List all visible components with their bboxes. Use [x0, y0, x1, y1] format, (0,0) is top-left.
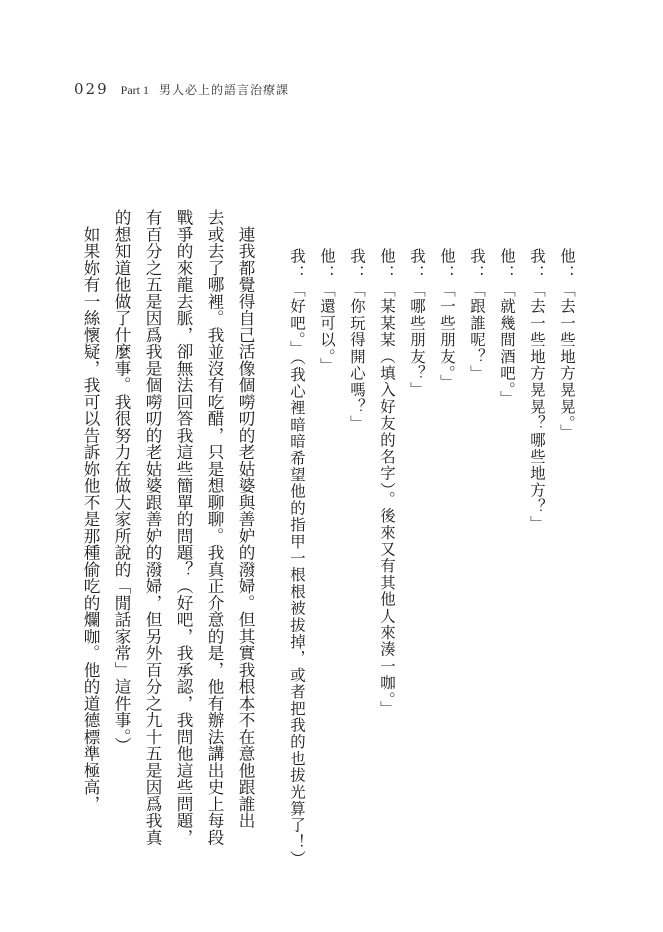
paragraph-line-5: 的想知道他做了什麼事。我很努力在做大家所說的「閒話家常」這件事。）: [112, 209, 131, 754]
dialogue-line-1: 他：「去一些地方晃晃。」: [558, 248, 576, 441]
part-label: Part 1: [120, 83, 149, 97]
dialogue-line-7: 他：「某某某（填入好友的名字）。後來又有其他人來湊一咖。」: [378, 248, 396, 717]
paragraph-line-2: 去或去了哪裡。我並沒有吃醋，只是想聊聊。我真正介意的是，他有辦法講出史上每段: [205, 209, 224, 846]
dialogue-line-10: 我：「好吧。」（我心裡暗暗希望他的指甲一根根被拔掉，或者把我的也拔光算了！）: [288, 248, 306, 868]
paragraph-line-1: 連我都覺得自己活像個嘮叨的老姑婆與善妒的潑婦。但其實我根本不在意他跟誰出: [236, 209, 255, 829]
page-number: 029: [74, 80, 109, 98]
paragraph-line-3: 戰爭的來龍去脈，卻無法回答我這些簡單的問題？（好吧，我承認，我問他這些問題，: [174, 209, 193, 846]
running-header: [74, 80, 289, 102]
dialogue-line-5: 他：「一些朋友。」: [438, 248, 456, 391]
book-title: 男人必上的語言治療課: [158, 83, 289, 97]
dialogue-line-6: 我：「哪些朋友？」: [408, 248, 426, 399]
dialogue-line-3: 他：「就幾間酒吧。」: [498, 248, 516, 408]
dialogue-line-9: 他：「還可以。」: [318, 248, 336, 374]
dialogue-line-8: 我：「你玩得開心嗎？」: [348, 248, 366, 432]
dialogue-line-4: 我：「跟誰呢？」: [468, 248, 486, 382]
paragraph-line-6: 如果妳有一絲懷疑，我可以告訴妳他不是那種偷吃的爛咖。他的道德標準極高，: [81, 209, 100, 812]
dialogue-line-2: 我：「去一些地方晃晃？哪些地方？」: [528, 248, 546, 532]
paragraph-line-4: 有百分之五是因爲我是個嘮叨的老姑婆跟善妒的潑婦，但另外百分之九十五是因爲我真: [143, 209, 162, 846]
